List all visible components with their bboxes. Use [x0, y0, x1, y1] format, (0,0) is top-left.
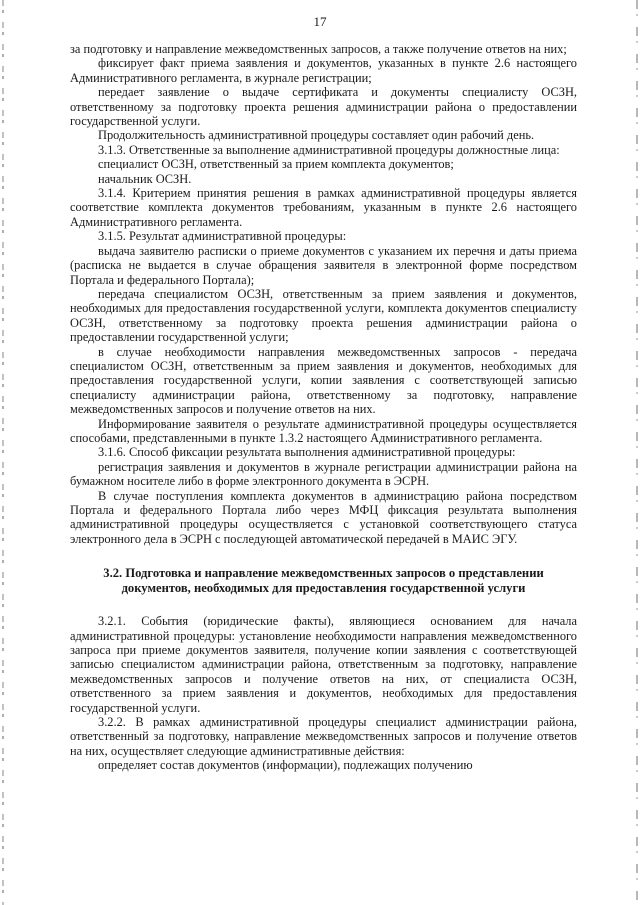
paragraph: 3.1.4. Критерием принятия решения в рамках административной процедуры является соответствие комплекта документов требованиям, указанным в пункте 2.6 настоящего Административного регламента.	[70, 186, 577, 229]
paragraph: В случае поступления комплекта документов в администрацию района посредством Портала и федерального Портала либо через МФЦ фиксация результата выполнения административной процедуры осуществляется с установкой соответствующего статуса электронного дела в ЭСРН с последующей автоматической передачей в МАИС ЭГУ.	[70, 488, 577, 546]
paragraph: передает заявление о выдаче сертификата и документы специалисту ОСЗН, ответственному за подготовку проекта решения администрации района о предоставлении государственной услуги.	[70, 85, 577, 129]
document-body	[70, 42, 577, 773]
paragraphs-block-1	[70, 42, 577, 546]
paragraph: начальник ОСЗН.	[98, 171, 192, 186]
paragraph: 3.2.2. В рамках административной процедуры специалист администрации района, ответственный за подготовку, направление межведомственных запросов и получение ответов на них, осуществляет следующие административные действия:	[70, 715, 577, 758]
paragraph: 3.1.6. Способ фиксации результата выполнения административной процедуры:	[98, 445, 516, 460]
paragraph: Информирование заявителя о результате административной процедуры осуществляется способами, представленными в пункте 1.3.2 настоящего Административного регламента.	[70, 416, 577, 445]
paragraph: передача специалистом ОСЗН, ответственным за прием заявления и документов, необходимых для предоставления государственной услуги, комплекта документов специалисту ОСЗН, ответственному за подготовку проекта решения администрации района о предоставлении государственной услуги;	[70, 286, 577, 345]
paragraph: в случае необходимости направления межведомственных запросов - передача специалистом ОСЗН, ответственным за прием заявления и документов, необходимых для предоставления государственной услуги, копии заявления с соответствующей записью специалисту администрации района, ответственному за подготовку, направление межведомственных запросов и получение ответов на них.	[70, 344, 577, 417]
paragraph: 3.1.5. Результат административной процедуры:	[98, 229, 347, 244]
paragraph: определяет состав документов (информации), подлежащих получению	[98, 758, 473, 773]
section-heading: 3.2. Подготовка и направление межведомственных запросов о представлении документов, необходимых для предоставления государственной услуги	[103, 566, 544, 596]
page-number: 17	[313, 14, 327, 29]
paragraph: за подготовку и направление межведомственных запросов, а также получение ответов на них;	[70, 42, 567, 56]
paragraph: специалист ОСЗН, ответственный за прием комплекта документов;	[98, 157, 454, 172]
paragraph: регистрация заявления и документов в журнале регистрации администрации района на бумажном носителе либо в форме электронного документа в ЭСРН.	[70, 459, 577, 489]
paragraph: фиксирует факт приема заявления и документов, указанных в пункте 2.6 настоящего Административного регламента, в журнале регистрации;	[70, 56, 577, 85]
paragraph: выдача заявителю расписки о приеме документов с указанием их перечня и даты приема (расписка не выдается в случае обращения заявителя в электронной форме посредством Портала и федерального Портала);	[70, 243, 577, 287]
paragraph: Продолжительность административной процедуры составляет один рабочий день.	[98, 128, 535, 143]
scan-edge-right	[636, 0, 638, 905]
paragraph: 3.2.1. События (юридические факты), являющиеся основанием для начала административной процедуры: установление необходимости направления межведомственного запроса при приеме документов заявителя, получение копии заявления с соответствующей записью специалистом администрации района, ответственным за подготовку, направление межведомственных запросов и получение ответов на них, от специалиста ОСЗН, ответственного за прием заявления и документов, необходимых для предоставления государственной услуги.	[70, 614, 577, 715]
paragraphs-block-2	[70, 614, 577, 772]
scan-edge-left	[2, 0, 4, 905]
paragraph: 3.1.3. Ответственные за выполнение административной процедуры должностные лица:	[98, 142, 560, 157]
